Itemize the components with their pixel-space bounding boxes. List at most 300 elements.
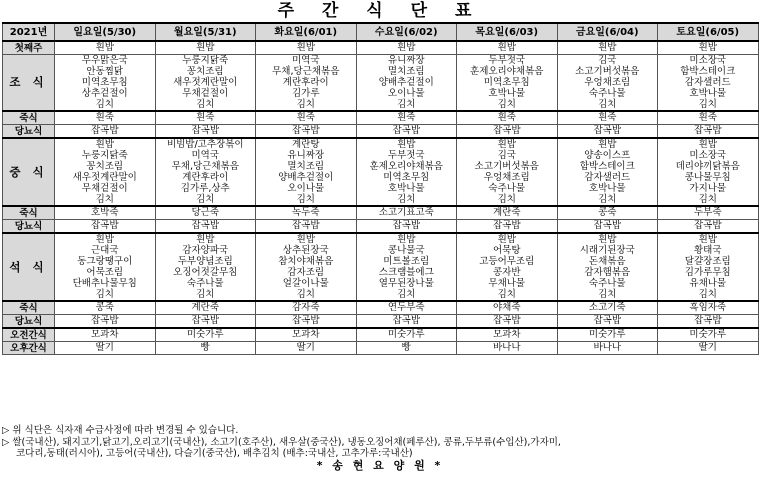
menu-cell xyxy=(557,125,658,139)
menu-item: 잡곡밥 xyxy=(191,125,220,136)
header-row xyxy=(3,23,759,41)
menu-item: 잡곡밥 xyxy=(593,315,622,326)
menu-cell xyxy=(557,41,658,55)
menu-item: 흰밥 xyxy=(196,234,215,245)
menu-cell xyxy=(256,125,357,139)
menu-item: 흰밥 xyxy=(397,234,416,245)
menu-cell xyxy=(457,138,558,206)
menu-item: 돈채볶음 xyxy=(588,256,626,267)
menu-item: 김치 xyxy=(95,99,114,110)
meal-label: 첫째주 xyxy=(3,41,55,55)
menu-item: 야채죽 xyxy=(492,302,521,313)
menu-item: 감자햄볶음 xyxy=(584,267,631,278)
menu-item: 미숫가루 xyxy=(588,329,626,340)
menu-item: 잡곡밥 xyxy=(392,315,421,326)
menu-item: 모과차 xyxy=(492,329,521,340)
menu-item: 양배추겉절이 xyxy=(378,77,434,88)
menu-item: 상추된장국 xyxy=(282,245,329,256)
menu-item: 김치 xyxy=(95,194,114,205)
menu-item: 빵 xyxy=(401,342,411,353)
menu-item: 소고기버섯볶음 xyxy=(474,161,539,172)
menu-item: 미숫가루 xyxy=(186,329,224,340)
day-header: 일요일(5/30) xyxy=(55,23,156,41)
meal-row xyxy=(3,220,759,234)
menu-item: 감자샐러드 xyxy=(684,77,731,88)
menu-item: 김치 xyxy=(698,99,717,110)
menu-item: 연두부죽 xyxy=(387,302,425,313)
menu-item: 숙주나물 xyxy=(186,278,224,289)
menu-item: 흰밥 xyxy=(196,42,215,53)
weekly-menu-table xyxy=(2,22,759,355)
day-header: 수요일(6/02) xyxy=(356,23,457,41)
menu-item: 소고기표고죽 xyxy=(378,207,434,218)
menu-item: 흰밥 xyxy=(95,139,114,150)
menu-item: 양송이스프 xyxy=(584,150,631,161)
menu-item: 비빔밥/고추장볶이 xyxy=(166,139,244,150)
menu-item: 미역국 xyxy=(191,150,220,161)
day-header: 목요일(6/03) xyxy=(457,23,558,41)
menu-cell xyxy=(457,220,558,234)
menu-item: 감자샐러드 xyxy=(584,172,631,183)
menu-cell xyxy=(658,41,759,55)
menu-cell xyxy=(557,301,658,315)
menu-cell xyxy=(356,206,457,220)
menu-item: 김치 xyxy=(598,289,617,300)
menu-item: 잡곡밥 xyxy=(693,315,722,326)
menu-body xyxy=(3,41,759,355)
menu-item: 바나나 xyxy=(593,342,622,353)
menu-cell xyxy=(55,328,156,342)
menu-cell xyxy=(658,138,759,206)
menu-item: 어묵조림 xyxy=(86,267,124,278)
menu-cell xyxy=(356,41,457,55)
menu-item: 호박나물 xyxy=(689,88,727,99)
menu-item: 안동찜닭 xyxy=(86,66,124,77)
menu-item: 김국 xyxy=(497,150,516,161)
menu-item: 두부죽 xyxy=(693,207,722,218)
menu-cell xyxy=(457,342,558,355)
menu-item: 잡곡밥 xyxy=(291,315,320,326)
menu-item: 잡곡밥 xyxy=(392,125,421,136)
menu-item: 콩나물국 xyxy=(387,245,425,256)
menu-item: 누룽지닭죽 xyxy=(81,150,128,161)
menu-cell xyxy=(155,206,256,220)
menu-item: 잡곡밥 xyxy=(90,220,119,231)
menu-item: 흰밥 xyxy=(598,42,617,53)
menu-item: 잡곡밥 xyxy=(90,125,119,136)
menu-item: 계란죽 xyxy=(191,302,220,313)
menu-cell xyxy=(557,55,658,112)
menu-item: 오이나물 xyxy=(287,183,325,194)
menu-item: 흰죽 xyxy=(196,112,215,123)
meal-row xyxy=(3,342,759,355)
meal-label: 오전간식 xyxy=(3,328,55,342)
menu-cell xyxy=(356,301,457,315)
menu-item: 얼갈이나물 xyxy=(282,278,329,289)
menu-item: 멸치조림 xyxy=(287,161,325,172)
menu-item: 김가루 xyxy=(291,88,320,99)
menu-item: 미소장국 xyxy=(689,150,727,161)
menu-item: 흰밥 xyxy=(698,139,717,150)
menu-item: 김치 xyxy=(497,194,516,205)
menu-cell xyxy=(557,111,658,125)
menu-item: 흰밥 xyxy=(95,234,114,245)
day-header: 월요일(5/31) xyxy=(155,23,256,41)
menu-item: 우엉채조림 xyxy=(483,172,530,183)
menu-cell xyxy=(658,55,759,112)
menu-item: 근대국 xyxy=(90,245,119,256)
meal-row xyxy=(3,55,759,112)
menu-item: 참치야채볶음 xyxy=(278,256,334,267)
menu-item: 가지나물 xyxy=(689,183,727,194)
menu-item: 잡곡밥 xyxy=(693,220,722,231)
menu-cell xyxy=(55,342,156,355)
menu-item: 딸기 xyxy=(698,342,717,353)
facility-name: * 송 현 요 양 원 * xyxy=(316,458,444,472)
menu-item: 김가루무침 xyxy=(684,267,731,278)
meal-label: 중 식 xyxy=(3,138,55,206)
menu-item: 동그랑땡구이 xyxy=(77,256,133,267)
menu-cell xyxy=(658,111,759,125)
menu-cell xyxy=(658,301,759,315)
menu-item: 달걀장조림 xyxy=(684,256,731,267)
menu-cell xyxy=(658,125,759,139)
menu-cell xyxy=(557,206,658,220)
menu-cell xyxy=(356,328,457,342)
menu-cell xyxy=(155,125,256,139)
menu-item: 새우젓계란말이 xyxy=(72,172,137,183)
meal-label: 당뇨식 xyxy=(3,125,55,139)
menu-item: 잡곡밥 xyxy=(492,315,521,326)
menu-cell xyxy=(256,301,357,315)
menu-item: 잡곡밥 xyxy=(191,315,220,326)
menu-cell xyxy=(457,315,558,329)
menu-cell xyxy=(356,55,457,112)
menu-item: 멸치조림 xyxy=(387,66,425,77)
menu-item: 상추겉절이 xyxy=(81,88,128,99)
menu-cell xyxy=(155,328,256,342)
menu-item: 김치 xyxy=(698,194,717,205)
menu-item: 잡곡밥 xyxy=(593,125,622,136)
meal-label: 죽식 xyxy=(3,111,55,125)
menu-cell xyxy=(457,41,558,55)
menu-item: 호박나물 xyxy=(488,88,526,99)
meal-row xyxy=(3,125,759,139)
menu-cell xyxy=(256,111,357,125)
menu-item: 오이나물 xyxy=(387,88,425,99)
meal-row xyxy=(3,315,759,329)
menu-item: 김치 xyxy=(196,99,215,110)
menu-item: 흰밥 xyxy=(397,139,416,150)
menu-item: 두부젓국 xyxy=(387,150,425,161)
meal-row xyxy=(3,206,759,220)
menu-item: 미트볼조림 xyxy=(383,256,430,267)
year-header: 2021년 xyxy=(3,23,55,41)
menu-item: 무채,당근채볶음 xyxy=(171,161,239,172)
menu-item: 훈제오리야채볶음 xyxy=(470,66,544,77)
menu-cell xyxy=(356,342,457,355)
menu-item: 콩나물무침 xyxy=(684,172,731,183)
menu-cell xyxy=(155,301,256,315)
menu-cell xyxy=(457,301,558,315)
menu-item: 무채,당근채볶음 xyxy=(272,66,340,77)
menu-item: 어묵탕 xyxy=(492,245,521,256)
menu-cell xyxy=(356,233,457,301)
meal-label: 당뇨식 xyxy=(3,220,55,234)
menu-item: 김치 xyxy=(296,289,315,300)
menu-cell xyxy=(155,55,256,112)
menu-cell xyxy=(55,125,156,139)
menu-item: 잡곡밥 xyxy=(291,220,320,231)
meal-label: 죽식 xyxy=(3,206,55,220)
menu-item: 잡곡밥 xyxy=(492,220,521,231)
menu-item: 데리야끼닭볶음 xyxy=(675,161,740,172)
menu-item: 황태국 xyxy=(693,245,722,256)
menu-item: 흰밥 xyxy=(598,234,617,245)
menu-item: 계란후라이 xyxy=(282,77,329,88)
menu-item: 김치 xyxy=(698,289,717,300)
menu-item: 김치 xyxy=(497,289,516,300)
menu-cell xyxy=(356,125,457,139)
menu-cell xyxy=(55,315,156,329)
menu-item: 모과차 xyxy=(90,329,119,340)
menu-item: 김국 xyxy=(598,55,617,66)
menu-item: 소고기버섯볶음 xyxy=(575,66,640,77)
note-origin: ▷ 쌀(국내산), 돼지고기,닭고기,오리고기(국내산), 소고기(호주산), 새우살(중국산), 냉동오징어채(페루산), 콩류,두부류(수입산),가자미, xyxy=(2,436,561,448)
menu-item: 김치 xyxy=(296,99,315,110)
menu-item: 양배추겉절이 xyxy=(278,172,334,183)
note-change: ▷ 위 식단은 식자재 수급사정에 따라 변경될 수 있습니다. xyxy=(2,425,239,436)
menu-cell xyxy=(457,125,558,139)
menu-item: 잡곡밥 xyxy=(90,315,119,326)
menu-cell xyxy=(457,206,558,220)
menu-cell xyxy=(356,138,457,206)
menu-cell xyxy=(256,41,357,55)
menu-item: 딸기 xyxy=(296,342,315,353)
menu-item: 흰밥 xyxy=(698,234,717,245)
menu-item: 무채겉절이 xyxy=(81,183,128,194)
meal-row xyxy=(3,328,759,342)
menu-item: 흰밥 xyxy=(497,234,516,245)
menu-item: 콩죽 xyxy=(598,207,617,218)
menu-cell xyxy=(55,206,156,220)
menu-item: 호박나물 xyxy=(387,183,425,194)
menu-item: 흑임자죽 xyxy=(689,302,727,313)
meal-row xyxy=(3,41,759,55)
menu-item: 스크램블에그 xyxy=(378,267,434,278)
menu-cell xyxy=(557,233,658,301)
menu-cell xyxy=(658,342,759,355)
menu-item: 두부젓국 xyxy=(488,55,526,66)
menu-item: 흰죽 xyxy=(397,112,416,123)
menu-cell xyxy=(55,138,156,206)
menu-item: 미숫가루 xyxy=(387,329,425,340)
menu-cell xyxy=(557,315,658,329)
menu-item: 유니짜장 xyxy=(387,55,425,66)
menu-item: 김치 xyxy=(296,194,315,205)
menu-item: 흰죽 xyxy=(497,112,516,123)
menu-item: 무채나물 xyxy=(488,278,526,289)
menu-item: 잡곡밥 xyxy=(191,220,220,231)
menu-cell xyxy=(256,315,357,329)
meal-label: 죽식 xyxy=(3,301,55,315)
menu-item: 흰밥 xyxy=(296,42,315,53)
menu-cell xyxy=(457,328,558,342)
menu-item: 숙주나물 xyxy=(488,183,526,194)
menu-item: 무채겉절이 xyxy=(182,88,229,99)
menu-cell xyxy=(155,315,256,329)
menu-item: 김치 xyxy=(598,99,617,110)
menu-cell xyxy=(356,111,457,125)
menu-cell xyxy=(658,220,759,234)
meal-label: 석 식 xyxy=(3,233,55,301)
menu-cell xyxy=(55,220,156,234)
menu-cell xyxy=(155,220,256,234)
menu-item: 꽁치조림 xyxy=(186,66,224,77)
menu-item: 계란탕 xyxy=(291,139,320,150)
menu-item: 계란죽 xyxy=(492,207,521,218)
menu-cell xyxy=(256,55,357,112)
meal-row xyxy=(3,233,759,301)
menu-item: 콩죽 xyxy=(95,302,114,313)
meal-row xyxy=(3,111,759,125)
menu-item: 김가루,상추 xyxy=(180,183,230,194)
menu-item: 딸기 xyxy=(95,342,114,353)
menu-cell xyxy=(658,328,759,342)
menu-item: 숙주나물 xyxy=(588,88,626,99)
meal-label: 오후간식 xyxy=(3,342,55,355)
menu-item: 감자양파국 xyxy=(182,245,229,256)
menu-item: 김치 xyxy=(196,289,215,300)
menu-item: 미숫가루 xyxy=(689,329,727,340)
menu-item: 시래기된장국 xyxy=(579,245,635,256)
menu-item: 잡곡밥 xyxy=(392,220,421,231)
menu-cell xyxy=(256,206,357,220)
menu-cell xyxy=(55,233,156,301)
menu-item: 흰밥 xyxy=(296,234,315,245)
menu-item: 김치 xyxy=(196,194,215,205)
menu-item: 미역국 xyxy=(291,55,320,66)
menu-item: 바나나 xyxy=(492,342,521,353)
menu-cell xyxy=(256,328,357,342)
menu-item: 흰밥 xyxy=(497,42,516,53)
menu-item: 당근죽 xyxy=(191,207,220,218)
menu-cell xyxy=(55,41,156,55)
menu-cell xyxy=(557,342,658,355)
meal-row xyxy=(3,301,759,315)
menu-cell xyxy=(55,111,156,125)
day-header: 토요일(6/05) xyxy=(658,23,759,41)
menu-item: 녹두죽 xyxy=(291,207,320,218)
menu-item: 잡곡밥 xyxy=(291,125,320,136)
menu-item: 함박스테이크 xyxy=(579,161,635,172)
menu-item: 흰죽 xyxy=(598,112,617,123)
menu-cell xyxy=(356,315,457,329)
menu-cell xyxy=(55,55,156,112)
menu-cell xyxy=(557,138,658,206)
menu-item: 미역초무침 xyxy=(81,77,128,88)
menu-item: 오징어젓갈무침 xyxy=(173,267,238,278)
menu-item: 김치 xyxy=(397,194,416,205)
menu-item: 모과차 xyxy=(291,329,320,340)
meal-row xyxy=(3,138,759,206)
menu-cell xyxy=(256,342,357,355)
menu-item: 유니짜장 xyxy=(287,150,325,161)
menu-item: 콩자반 xyxy=(492,267,521,278)
menu-item: 숙주나물 xyxy=(588,278,626,289)
menu-cell xyxy=(457,55,558,112)
notes xyxy=(2,425,758,471)
menu-item: 단배추나물무침 xyxy=(72,278,137,289)
menu-cell xyxy=(557,220,658,234)
menu-item: 흰죽 xyxy=(698,112,717,123)
menu-item: 열무된장나물 xyxy=(378,278,434,289)
menu-cell xyxy=(356,220,457,234)
menu-cell xyxy=(155,111,256,125)
menu-item: 무우맑은국 xyxy=(81,55,128,66)
menu-item: 유채나물 xyxy=(689,278,727,289)
menu-cell xyxy=(658,206,759,220)
menu-item: 계란후라이 xyxy=(182,172,229,183)
note-origin-cont: 코다리,동태(러시아), 고등어(국내산), 다슬기(중국산), 배추김치 (배추:국내산, 고추가루:국내산) xyxy=(16,448,413,459)
menu-item: 빵 xyxy=(200,342,210,353)
menu-item: 소고기죽 xyxy=(588,302,626,313)
menu-item: 김치 xyxy=(598,194,617,205)
menu-item: 우엉채조림 xyxy=(584,77,631,88)
menu-item: 미소장국 xyxy=(689,55,727,66)
menu-cell xyxy=(658,233,759,301)
menu-cell xyxy=(55,301,156,315)
menu-item: 잡곡밥 xyxy=(693,125,722,136)
menu-item: 두부양념조림 xyxy=(177,256,233,267)
menu-cell xyxy=(457,111,558,125)
menu-cell xyxy=(155,233,256,301)
menu-cell xyxy=(256,233,357,301)
menu-item: 김치 xyxy=(397,99,416,110)
menu-cell xyxy=(155,41,256,55)
meal-label: 당뇨식 xyxy=(3,315,55,329)
menu-item: 호박나물 xyxy=(588,183,626,194)
day-header: 금요일(6/04) xyxy=(557,23,658,41)
menu-item: 김치 xyxy=(397,289,416,300)
menu-item: 미역초무침 xyxy=(483,77,530,88)
menu-item: 잡곡밥 xyxy=(593,220,622,231)
menu-item: 흰죽 xyxy=(95,112,114,123)
menu-item: 흰밥 xyxy=(698,42,717,53)
menu-item: 호박죽 xyxy=(90,207,119,218)
menu-item: 흰죽 xyxy=(296,112,315,123)
menu-cell xyxy=(155,138,256,206)
menu-item: 흰밥 xyxy=(95,42,114,53)
menu-item: 김치 xyxy=(497,99,516,110)
menu-item: 고등어무조림 xyxy=(479,256,535,267)
menu-item: 잡곡밥 xyxy=(492,125,521,136)
menu-item: 김치 xyxy=(95,289,114,300)
menu-item: 새우젓계란말이 xyxy=(173,77,238,88)
menu-cell xyxy=(256,138,357,206)
menu-item: 꽁치조림 xyxy=(86,161,124,172)
menu-item: 흰밥 xyxy=(497,139,516,150)
menu-item: 미역초무침 xyxy=(383,172,430,183)
menu-item: 누룽지닭죽 xyxy=(182,55,229,66)
page-title: 주 간 식 단 표 xyxy=(277,1,483,21)
menu-item: 훈제오리야채볶음 xyxy=(369,161,443,172)
day-header: 화요일(6/01) xyxy=(256,23,357,41)
menu-item: 감자죽 xyxy=(291,302,320,313)
menu-item: 흰밥 xyxy=(598,139,617,150)
menu-cell xyxy=(155,342,256,355)
menu-cell xyxy=(658,315,759,329)
